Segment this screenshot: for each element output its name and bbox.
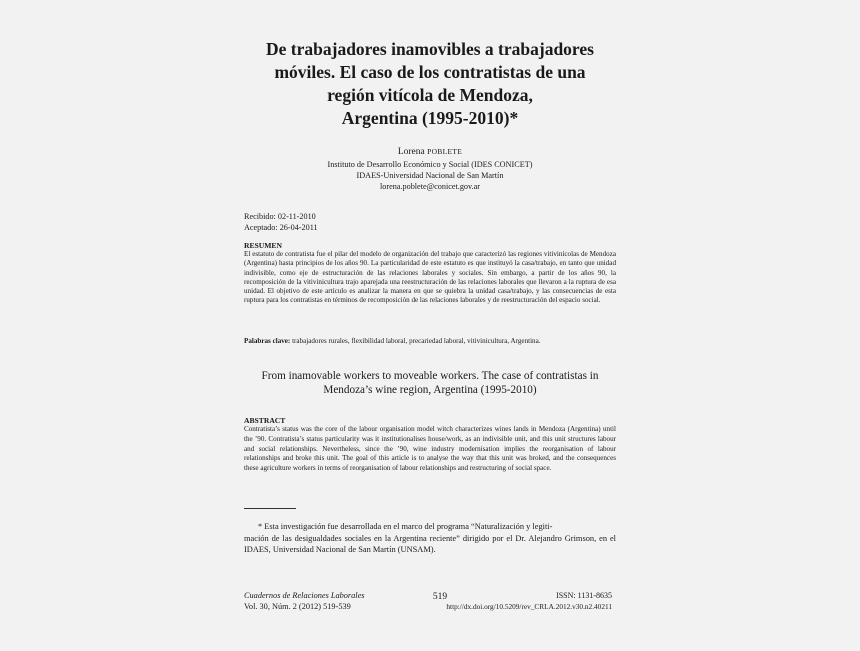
footnote: [244, 521, 616, 556]
author-first-name: Lorena: [397, 147, 425, 157]
title-line: móviles. El caso de los contratistas de una: [274, 62, 586, 82]
author-name: [243, 146, 617, 158]
author-email: lorena.poblete@conicet.gov.ar: [380, 182, 480, 191]
english-title: From inamovable workers to moveable workers. The case of contratistas in Mendoza’s wine region, Argentina (1995-2010): [261, 370, 599, 396]
author-affiliation: Instituto de Desarrollo Económico y Social (IDES CONICET): [327, 160, 533, 169]
keywords: [244, 337, 616, 346]
author-block: [243, 146, 617, 192]
footnote-line: Esta investigación fue desarrollada en el marco del programa “Naturalización y legiti-: [264, 522, 553, 531]
journal-name: Cuadernos de Relaciones Laborales: [244, 591, 365, 600]
keywords-text: trabajadores rurales, flexibilidad laboral, precariedad laboral, vitivinicultura, Argentina.: [292, 337, 541, 345]
journal-citation: [244, 590, 365, 612]
abstract-heading: ABSTRACT: [244, 416, 286, 425]
author-affiliation: IDAES-Universidad Nacional de San Martín: [356, 171, 504, 180]
resumen-text: El estatuto de contratista fue el pilar del modelo de organización del trabajo que caracterizó las regiones vitivinícolas de Mendoza (Argentina) hasta principios de los años 90. La particularidad de este estatuto es que instituyó la casa/trabajo, en tanto que unidad indivisible, como eje de estructuración de las relaciones laborales y sociales. Sin embargo, a partir de los años 90, la recomposición de la vitivinicultura trajo aparejada una reestructuración de las relaciones laborales que llevaron a la ruptura de esa unidad. El objetivo de este artículo es analizar la manera en que se quiebra la unidad casa/trabajo, y las consecuencias de esta ruptura para los contratistas en términos de recomposición de las relaciones laborales y de reestructuración del espacio social.: [244, 250, 616, 305]
journal-volume: Vol. 30, Núm. 2 (2012) 519-539: [244, 602, 351, 611]
keywords-label: Palabras clave:: [244, 337, 291, 345]
footnote-divider: [244, 508, 296, 509]
footnote-marker: *: [258, 522, 263, 531]
title-line: De trabajadores inamovibles a trabajadores: [266, 39, 594, 59]
accepted-date: Aceptado: 26-04-2011: [244, 222, 318, 232]
submission-dates: [244, 212, 318, 233]
abstract-text: Contratista’s status was the core of the labour organisation model witch characterizes wines lands in Mendoza (Argentina) until the ’90. Contratista’s status particularity was it institutionalises house/work, as an indivisible unit, and this unit structures labour and social relationships. Nevertheless, since the ’90, wine industry modernisation implies the reorganisation of labour relationships and broke this unit. The goal of this article is to analyse the way that this unit was broked, and the consequences these agriculture workers in terms of reorganisation of labour relationships and restructuring of social space.: [244, 425, 616, 473]
issn: ISSN: 1131-8635: [556, 591, 612, 600]
journal-identifiers: [446, 590, 612, 612]
article-title: [200, 38, 660, 130]
page-number: 519: [432, 592, 448, 602]
footnote-continuation: mación de las desigualdades sociales en la Argentina reciente” dirigido por el Dr. Alejandro Grimson, en el IDAES, Universidad Nacional de San Martín (UNSAM).: [244, 533, 616, 554]
doi-link[interactable]: http://dx.doi.org/10.5209/rev_CRLA.2012.v30.n2.40211: [446, 602, 612, 611]
author-last-name: POBLETE: [427, 147, 463, 156]
resumen-heading: RESUMEN: [244, 241, 282, 250]
title-line: Argentina (1995-2010)*: [341, 108, 519, 128]
title-line: región vitícola de Mendoza,: [327, 85, 533, 105]
received-date: Recibido: 02-11-2010: [244, 212, 316, 221]
